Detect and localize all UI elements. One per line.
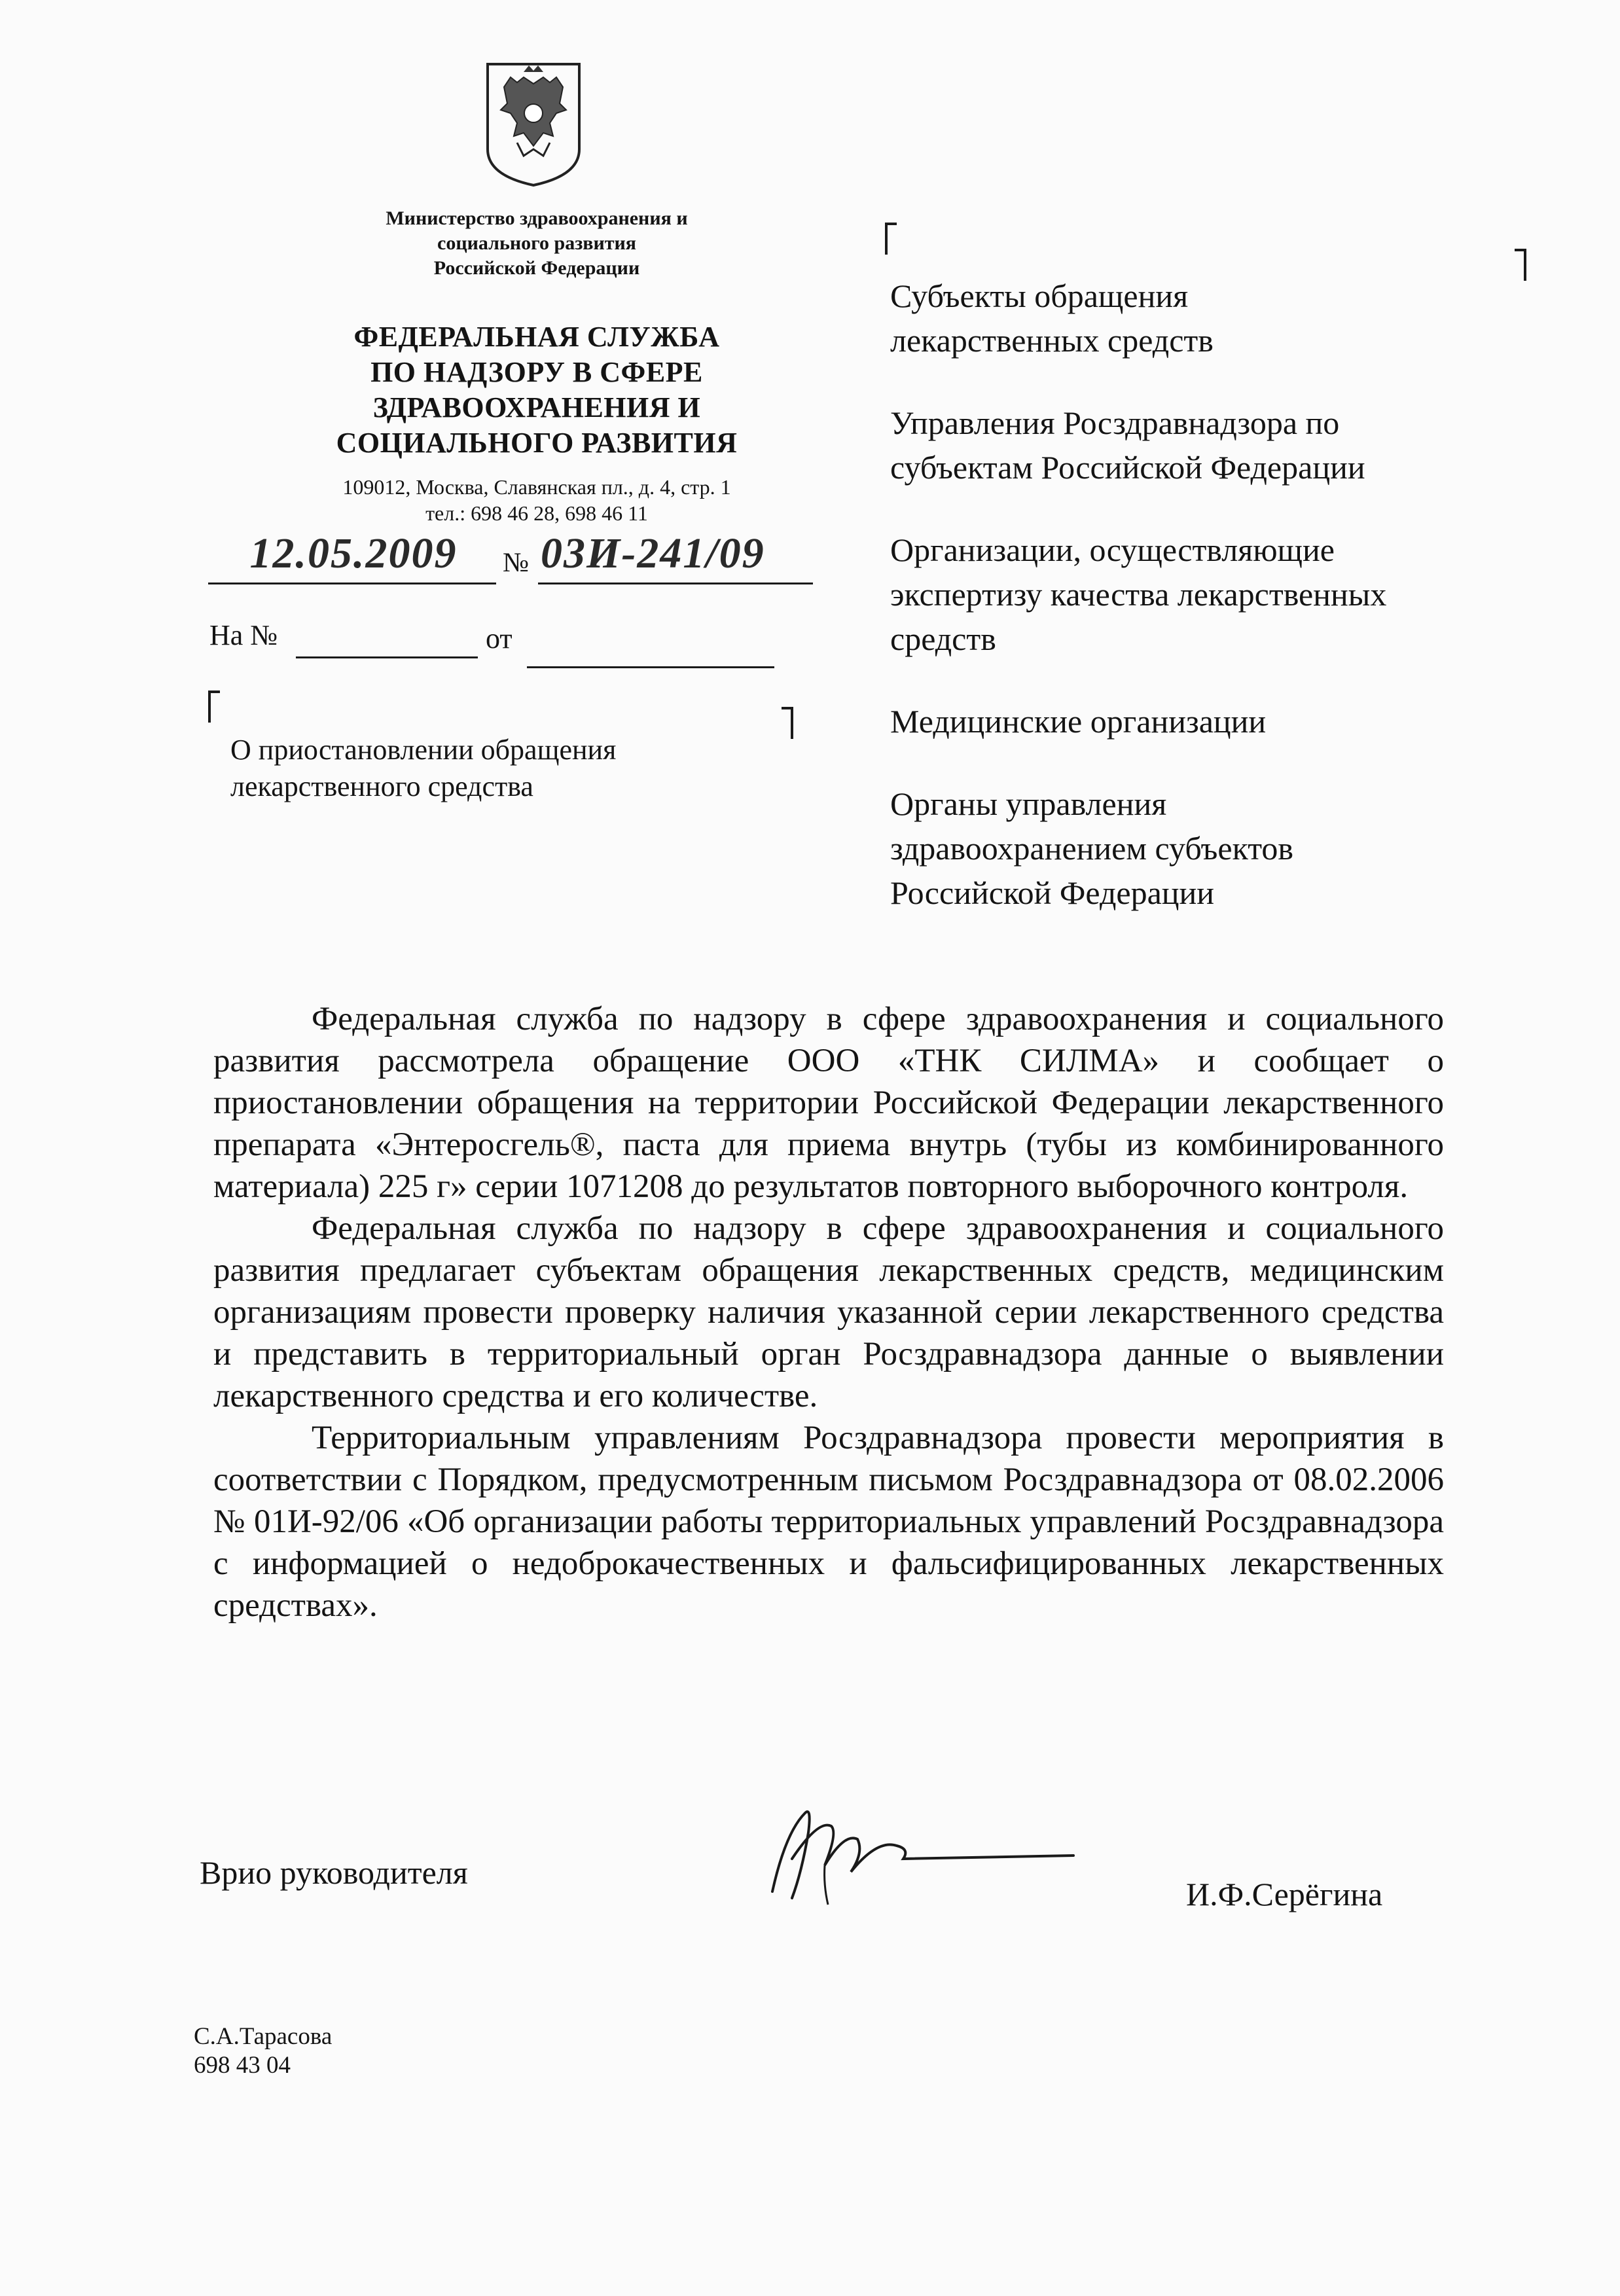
service-line: СОЦИАЛЬНОГО РАЗВИТИЯ (336, 427, 738, 459)
recipient-line: средств (890, 620, 996, 657)
recipient-item (890, 274, 1505, 363)
recipient-line: экспертизу качества лекарственных (890, 576, 1387, 613)
recipient-item (890, 401, 1505, 490)
letter-subject (230, 732, 767, 805)
ministry-line: Российской Федерации (433, 257, 640, 279)
service-name (275, 319, 799, 461)
recipient-line: Организации, осуществляющие (890, 531, 1335, 568)
ministry-line: социального развития (437, 232, 636, 254)
recipient-item (890, 781, 1505, 915)
subject-corner-left (208, 691, 220, 723)
service-line: ЗДРАВООХРАНЕНИЯ И (372, 391, 701, 423)
number-underline (538, 583, 813, 584)
handwritten-signature-icon (746, 1793, 1087, 1911)
service-line: ФЕДЕРАЛЬНАЯ СЛУЖБА (353, 321, 720, 353)
coat-of-arms-icon (478, 58, 589, 188)
reply-from-label: от (486, 622, 513, 655)
letter-number: 03И-241/09 (541, 529, 765, 577)
letter-body (213, 998, 1444, 1626)
subject-corner-right (782, 707, 793, 739)
recipient-line: Российской Федерации (890, 874, 1215, 911)
subject-line: лекарственного средства (230, 770, 533, 802)
body-paragraph: Федеральная служба по надзору в сфере здравоохранения и социального развития рассмотрела обращение ООО «ТНК СИЛМА» и сообщает о приостановлении обращения на территории Российской Федерации лекарственного препарата «Энтеросгель®, паста для приема внутрь (тубы из комбинированного материала) 225 г» серии 1071208 до результатов повторного выборочного контроля. (213, 1001, 1444, 1205)
date-underline (208, 583, 496, 584)
recipients-list (890, 274, 1505, 953)
subject-line: О приостановлении обращения (230, 734, 617, 766)
reply-date-underline (527, 666, 774, 668)
recipients-corner-left (885, 223, 897, 255)
recipient-line: Управления Росздравнадзора по (890, 404, 1340, 441)
recipient-line: лекарственных средств (890, 322, 1214, 359)
body-paragraph: Федеральная служба по надзору в сфере здравоохранения и социального развития предлагает субъектам обращения лекарственных средств, медицинским организациям провести проверку наличия указанной серии лекарственного средства и представить в территориальный орган Росздравнадзора данные о выявлении лекарственного средства и его количестве. (213, 1210, 1444, 1414)
recipients-corner-right (1515, 249, 1526, 281)
reply-number-underline (296, 656, 478, 658)
recipient-item (890, 528, 1505, 661)
recipient-line: субъектам Российской Федерации (890, 449, 1365, 486)
service-line: ПО НАДЗОРУ В СФЕРЕ (370, 356, 703, 388)
recipient-line: здравоохранением субъектов (890, 830, 1294, 867)
executor-name: С.А.Тарасова (194, 2023, 333, 2050)
letter-number-label: № (503, 548, 530, 578)
address-line: 109012, Москва, Славянская пл., д. 4, стр. 1 (342, 475, 731, 499)
executor-phone: 698 43 04 (194, 2052, 291, 2079)
recipient-line: Органы управления (890, 785, 1167, 822)
executor-block (194, 2022, 332, 2080)
body-paragraph: Территориальным управлениям Росздравнадзора провести мероприятия в соответствии с Порядком, предусмотренным письмом Росздравнадзора от 08.02.2006 № 01И-92/06 «Об организации работы территориальных управлений Росздравнадзора с информацией о недоброкачественных и фальсифицированных лекарственных средствах». (213, 1420, 1444, 1624)
service-address (275, 474, 799, 526)
signatory-name: И.Ф.Серёгина (1186, 1876, 1383, 1912)
reply-to-label: На № (209, 619, 278, 651)
recipient-item (890, 699, 1505, 744)
address-line: тел.: 698 46 28, 698 46 11 (425, 501, 648, 525)
recipient-line: Субъекты обращения (890, 278, 1189, 314)
ministry-name (281, 206, 792, 281)
signatory-position: Врио руководителя (200, 1854, 468, 1891)
ministry-line: Министерство здравоохранения и (386, 207, 688, 229)
letter-date: 12.05.2009 (249, 529, 458, 577)
recipient-line: Медицинские организации (890, 703, 1267, 740)
